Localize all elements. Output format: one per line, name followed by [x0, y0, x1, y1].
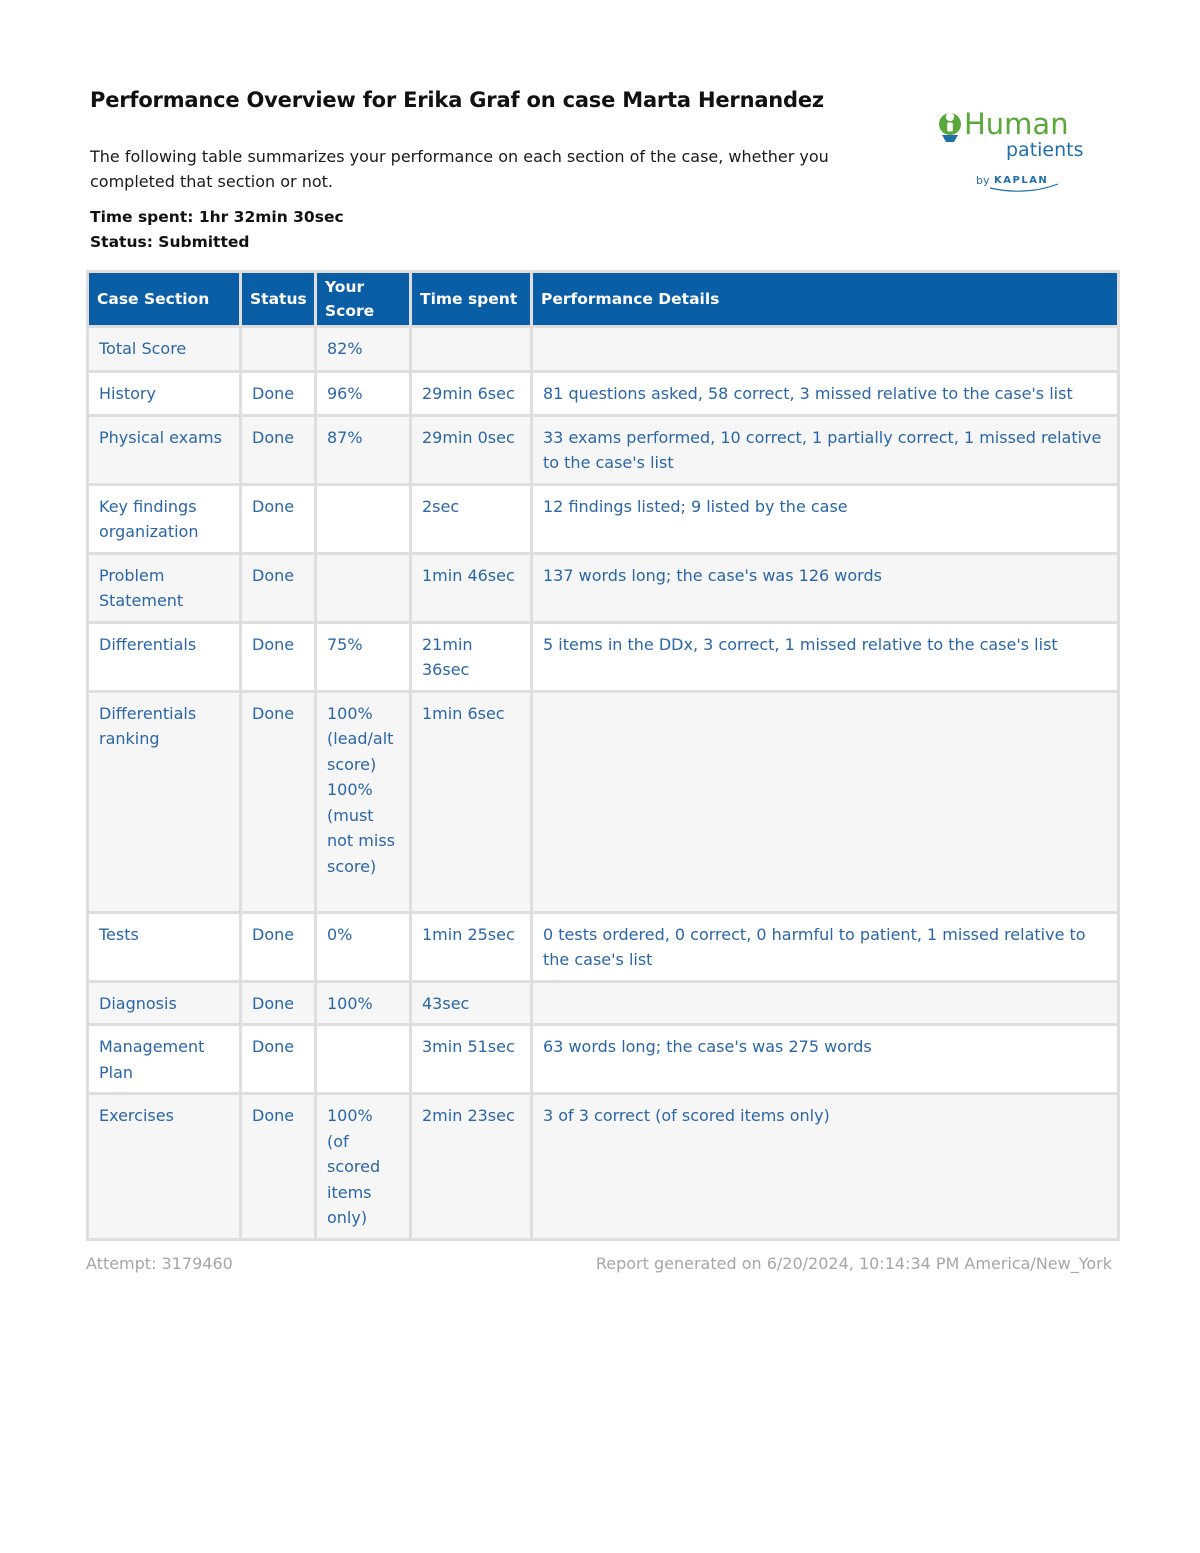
cell-score — [317, 486, 409, 552]
cell-details: 33 exams performed, 10 correct, 1 partially correct, 1 missed relative to the case's list — [533, 417, 1117, 483]
cell-status: Done — [242, 983, 314, 1024]
cell-details — [533, 983, 1117, 1024]
cell-score — [317, 555, 409, 621]
cell-section: History — [89, 373, 239, 414]
cell-status: Done — [242, 555, 314, 621]
cell-details — [533, 328, 1117, 370]
cell-status: Done — [242, 417, 314, 483]
cell-details: 0 tests ordered, 0 correct, 0 harmful to patient, 1 missed relative to the case's list — [533, 914, 1117, 980]
cell-score: 100% (lead/alt score) 100% (must not miss score) — [317, 693, 409, 911]
cell-section: Physical exams — [89, 417, 239, 483]
logo-company: KAPLAN — [994, 175, 1049, 186]
cell-details: 5 items in the DDx, 3 correct, 1 missed relative to the case's list — [533, 624, 1117, 690]
cell-time: 29min 6sec — [412, 373, 530, 414]
cell-time: 1min 6sec — [412, 693, 530, 911]
cell-score — [317, 1026, 409, 1092]
cell-details: 3 of 3 correct (of scored items only) — [533, 1095, 1117, 1238]
col-header-case-section: Case Section — [89, 273, 239, 325]
logo-person-icon — [939, 113, 961, 142]
cell-score: 96% — [317, 373, 409, 414]
table-row — [89, 328, 1117, 370]
cell-time: 29min 0sec — [412, 417, 530, 483]
col-header-status: Status — [242, 273, 314, 325]
cell-section: Exercises — [89, 1095, 239, 1238]
report-generated: Report generated on 6/20/2024, 10:14:34 PM America/New_York — [595, 1254, 1112, 1273]
ihuman-patients-logo — [934, 104, 1104, 196]
cell-status: Done — [242, 1026, 314, 1092]
cell-status: Done — [242, 914, 314, 980]
cell-status: Done — [242, 373, 314, 414]
summary-meta — [90, 205, 344, 255]
performance-table — [86, 270, 1120, 1241]
status-summary: Status: Submitted — [90, 233, 250, 251]
cell-score: 82% — [317, 328, 409, 370]
table-row — [89, 983, 1117, 1024]
cell-section: Diagnosis — [89, 983, 239, 1024]
cell-score: 87% — [317, 417, 409, 483]
cell-score: 75% — [317, 624, 409, 690]
col-header-time-spent: Time spent — [412, 273, 530, 325]
cell-time: 1min 25sec — [412, 914, 530, 980]
cell-details: 81 questions asked, 58 correct, 3 missed relative to the case's list — [533, 373, 1117, 414]
cell-status: Done — [242, 624, 314, 690]
cell-time: 3min 51sec — [412, 1026, 530, 1092]
table-row — [89, 693, 1117, 911]
table-row — [89, 624, 1117, 690]
col-header-performance-details: Performance Details — [533, 273, 1117, 325]
logo-by: by — [976, 174, 990, 187]
table-header-row — [89, 273, 1117, 325]
cell-section: Total Score — [89, 328, 239, 370]
time-spent-summary: Time spent: 1hr 32min 30sec — [90, 208, 344, 226]
col-header-your-score: Your Score — [317, 273, 409, 325]
table-row — [89, 486, 1117, 552]
cell-section: Differentials ranking — [89, 693, 239, 911]
cell-section: Tests — [89, 914, 239, 980]
table-row — [89, 555, 1117, 621]
cell-time: 2min 23sec — [412, 1095, 530, 1238]
cell-score: 0% — [317, 914, 409, 980]
cell-time — [412, 328, 530, 370]
table-row — [89, 1095, 1117, 1238]
cell-score: 100% (of scored items only) — [317, 1095, 409, 1238]
page-title: Performance Overview for Erika Graf on case Marta Hernandez — [90, 88, 824, 112]
table-row — [89, 914, 1117, 980]
cell-details: 63 words long; the case's was 275 words — [533, 1026, 1117, 1092]
cell-status: Done — [242, 1095, 314, 1238]
cell-status — [242, 328, 314, 370]
cell-details: 137 words long; the case's was 126 words — [533, 555, 1117, 621]
logo-sub: patients — [1006, 139, 1084, 161]
logo-brand: Human — [964, 107, 1069, 141]
cell-details: 12 findings listed; 9 listed by the case — [533, 486, 1117, 552]
cell-time: 43sec — [412, 983, 530, 1024]
table-row — [89, 373, 1117, 414]
cell-section: Problem Statement — [89, 555, 239, 621]
cell-time: 2sec — [412, 486, 530, 552]
cell-time: 21min 36sec — [412, 624, 530, 690]
cell-section: Differentials — [89, 624, 239, 690]
cell-status: Done — [242, 486, 314, 552]
cell-status: Done — [242, 693, 314, 911]
intro-text: The following table summarizes your performance on each section of the case, whether you completed that section or not. — [90, 147, 829, 191]
cell-score: 100% — [317, 983, 409, 1024]
cell-details — [533, 693, 1117, 911]
cell-section: Management Plan — [89, 1026, 239, 1092]
table-row — [89, 1026, 1117, 1092]
cell-section: Key findings organization — [89, 486, 239, 552]
table-row — [89, 417, 1117, 483]
attempt-id: Attempt: 3179460 — [86, 1254, 233, 1273]
cell-time: 1min 46sec — [412, 555, 530, 621]
